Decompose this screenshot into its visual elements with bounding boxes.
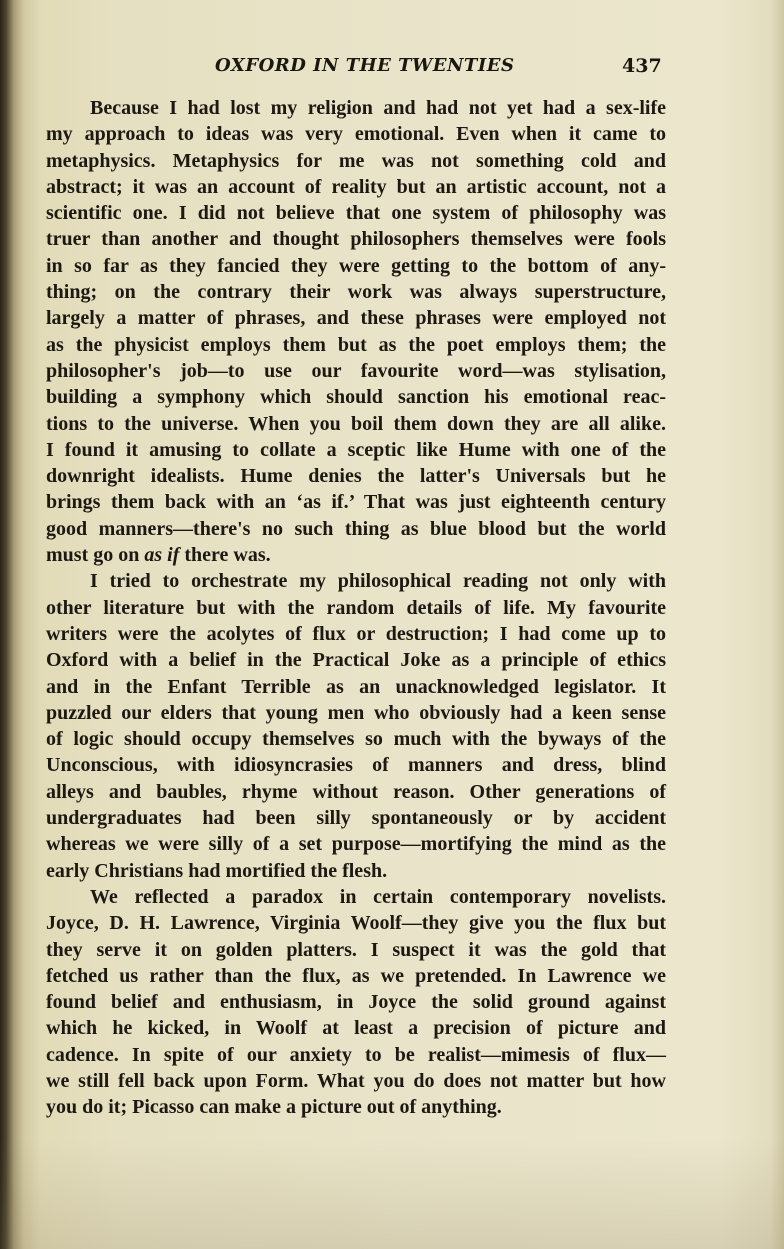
paragraph-1-last-line-end: there was.	[179, 544, 271, 567]
paragraph-2-line-4: Oxford with a belief in the Practical Joke as a principle of ethics	[46, 649, 666, 672]
paragraph-1-line-2: my approach to ideas was very emotional. Even when it came to	[46, 123, 666, 146]
paragraph-2-line-7: of logic should occupy themselves so much with the byways of the	[46, 728, 666, 751]
paragraph-3-line-3: they serve it on golden platters. I suspect it was the gold that	[46, 938, 666, 961]
paragraph-1-line-12: building a symphony which should sanction his emotional reac-	[46, 386, 666, 409]
paragraph-3-line-1: We reflected a paradox in certain contemporary novelists.	[90, 885, 666, 908]
paragraph-3-line-2: Joyce, D. H. Lawrence, Virginia Woolf—they give you the flux but	[46, 912, 666, 935]
paragraph-3-line-7: cadence. In spite of our anxiety to be realist—mimesis of flux—	[46, 1043, 666, 1066]
paragraph-3-line-8: we still fell back upon Form. What you do does not matter but how	[46, 1069, 666, 1092]
paragraph-1-line-11: philosopher's job—to use our favourite word—was stylisation,	[46, 359, 666, 382]
paragraph-2-line-12: early Christians had mortified the flesh.	[46, 859, 388, 882]
paragraph-2-line-5: and in the Enfant Terrible as an unacknowledged legislator. It	[46, 675, 666, 698]
paragraph-3-line-6: which he kicked, in Woolf at least a precision of picture and	[46, 1017, 666, 1040]
paragraph-2-line-10: undergraduates had been silly spontaneously or by accident	[46, 807, 666, 830]
paragraph-1-line-18	[46, 542, 666, 568]
body-text	[46, 95, 666, 1121]
paragraph-2-line-9: alleys and baubles, rhyme without reason. Other generations of	[46, 780, 666, 803]
paragraph-1-last-line-italic: as if	[144, 544, 180, 567]
paragraph-1-line-10: as the physicist employs them but as the poet employs them; the	[46, 333, 666, 356]
running-head	[0, 55, 784, 83]
paragraph-1-line-9: largely a matter of phrases, and these phrases were employed not	[46, 307, 666, 330]
paragraph-2-line-6: puzzled our elders that young men who obviously had a keen sense	[46, 701, 666, 724]
paragraph-2-line-3: writers were the acolytes of flux or destruction; I had come up to	[46, 622, 666, 645]
paragraph-1-line-5: scientific one. I did not believe that one system of philosophy was	[46, 202, 666, 225]
running-title: OXFORD IN THE TWENTIES	[215, 55, 515, 76]
paragraph-1-line-4: abstract; it was an account of reality but an artistic account, not a	[46, 175, 666, 198]
paragraph-3-line-9: you do it; Picasso can make a picture out of anything.	[46, 1096, 502, 1119]
paragraph-2-line-2: other literature but with the random details of life. My favourite	[46, 596, 666, 619]
page-number: 437	[622, 55, 662, 77]
paragraph-1-line-7: in so far as they fancied they were getting to the bottom of any-	[46, 254, 666, 277]
paragraph-1-line-3: metaphysics. Metaphysics for me was not something cold and	[46, 149, 666, 172]
paragraph-1-last-line-start: must go on	[46, 544, 145, 567]
paragraph-1-line-14: I found it amusing to collate a sceptic like Hume with one of the	[46, 438, 666, 461]
paragraph-3-line-4: fetched us rather than the flux, as we pretended. In Lawrence we	[46, 964, 666, 987]
paragraph-1-line-16: brings them back with an ‘as if.’ That was just eighteenth century	[46, 491, 666, 514]
paragraph-1-line-1: Because I had lost my religion and had not yet had a sex-life	[90, 97, 666, 119]
paragraph-1-line-8: thing; on the contrary their work was always superstructure,	[46, 281, 666, 304]
paragraph-1-line-15: downright idealists. Hume denies the latter's Universals but he	[46, 465, 666, 488]
paragraph-2-line-11: whereas we were silly of a set purpose—mortifying the mind as the	[46, 833, 666, 856]
paragraph-3-line-5: found belief and enthusiasm, in Joyce the solid ground against	[46, 991, 666, 1014]
paragraph-1-line-17: good manners—there's no such thing as blue blood but the world	[46, 517, 666, 540]
paragraph-1-line-6: truer than another and thought philosophers themselves were fools	[46, 228, 666, 251]
paragraph-1-line-13: tions to the universe. When you boil them down they are all alike.	[46, 412, 666, 435]
paragraph-2-line-1: I tried to orchestrate my philosophical reading not only with	[90, 570, 666, 593]
paragraph-2-line-8: Unconscious, with idiosyncrasies of manners and dress, blind	[46, 754, 666, 777]
